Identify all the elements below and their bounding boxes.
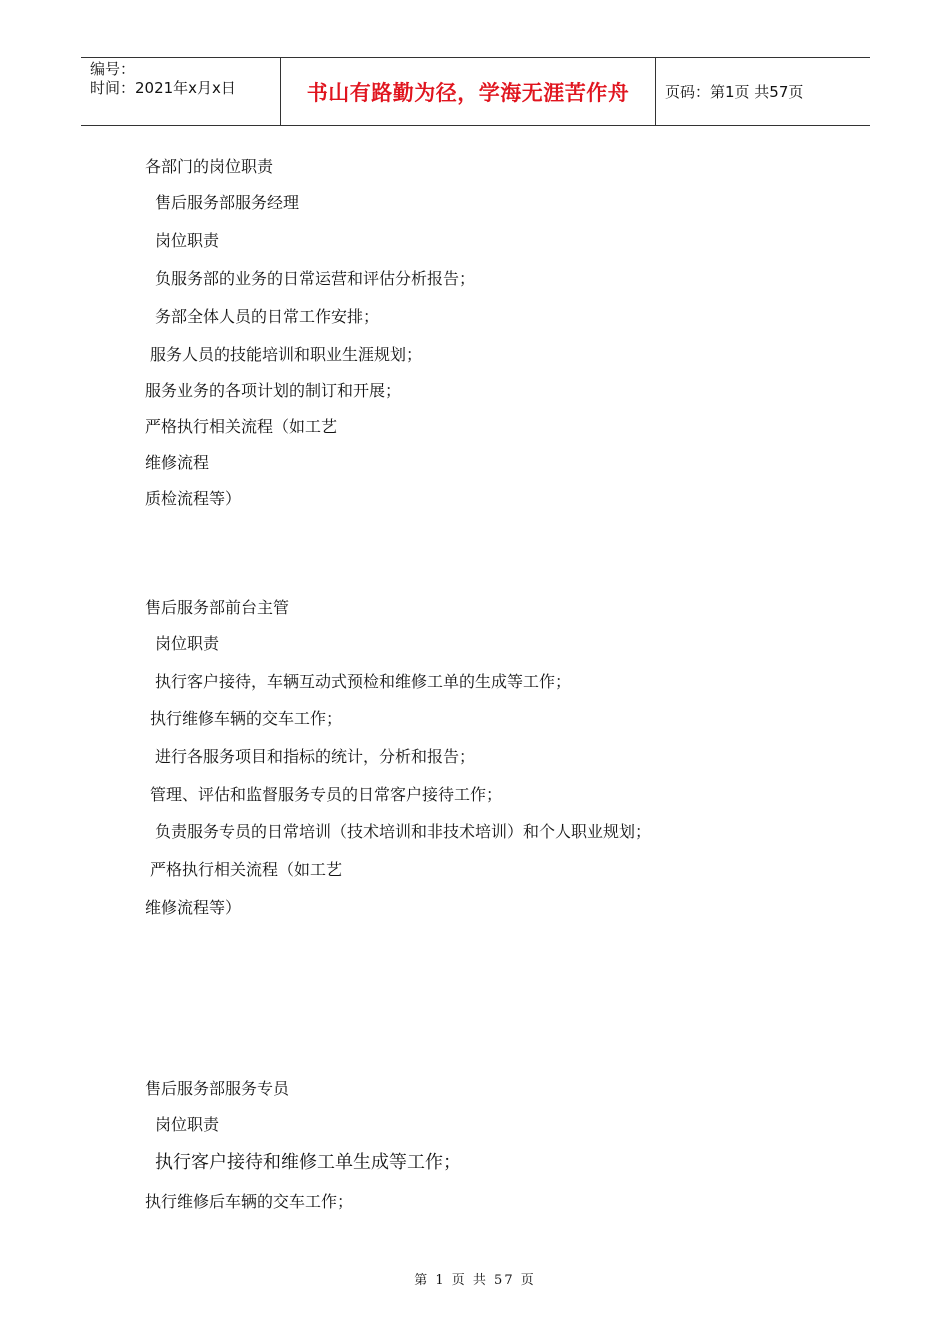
page-header xyxy=(81,57,870,126)
text-line: 执行维修后车辆的交车工作； xyxy=(145,1192,354,1211)
text-line: 维修流程等） xyxy=(145,898,242,917)
document-time-label: 时间：2021年x月x日 xyxy=(90,79,236,97)
text-line: 进行各服务项目和指标的统计，分析和报告； xyxy=(155,747,476,766)
text-line: 维修流程 xyxy=(145,453,210,472)
text-line: 岗位职责 xyxy=(155,231,220,250)
text-line: 各部门的岗位职责 xyxy=(145,157,274,176)
text-line: 务部全体人员的日常工作安排； xyxy=(155,307,380,326)
text-line: 服务业务的各项计划的制订和开展； xyxy=(145,381,402,400)
text-line: 岗位职责 xyxy=(155,634,220,653)
text-line: 售后服务部前台主管 xyxy=(145,598,290,617)
text-line: 质检流程等） xyxy=(145,489,242,508)
text-line: 严格执行相关流程（如工艺 xyxy=(145,417,338,436)
text-line: 岗位职责 xyxy=(155,1115,220,1134)
header-page-label: 页码：第1页 共57页 xyxy=(665,83,804,101)
header-meta xyxy=(81,58,281,125)
text-line: 管理、评估和监督服务专员的日常客户接待工作； xyxy=(150,785,503,804)
text-line: 执行维修车辆的交车工作； xyxy=(150,709,343,728)
text-line: 执行客户接待和维修工单生成等工作； xyxy=(155,1152,461,1173)
text-line: 严格执行相关流程（如工艺 xyxy=(150,860,343,879)
text-line: 负责服务专员的日常培训（技术培训和非技术培训）和个人职业规划； xyxy=(155,822,652,841)
text-line: 售后服务部服务经理 xyxy=(155,193,300,212)
text-line: 负服务部的业务的日常运营和评估分析报告； xyxy=(155,269,476,288)
document-number-label: 编号： xyxy=(90,60,136,78)
header-page-cell xyxy=(656,58,870,125)
header-motto: 书山有路勤为径，学海无涯苦作舟 xyxy=(306,80,630,105)
header-motto-cell xyxy=(281,58,656,125)
page-footer: 第 1 页 共 57 页 xyxy=(414,1273,536,1288)
text-line: 售后服务部服务专员 xyxy=(145,1079,290,1098)
text-line: 执行客户接待，车辆互动式预检和维修工单的生成等工作； xyxy=(155,672,572,691)
text-line: 服务人员的技能培训和职业生涯规划； xyxy=(150,345,423,364)
